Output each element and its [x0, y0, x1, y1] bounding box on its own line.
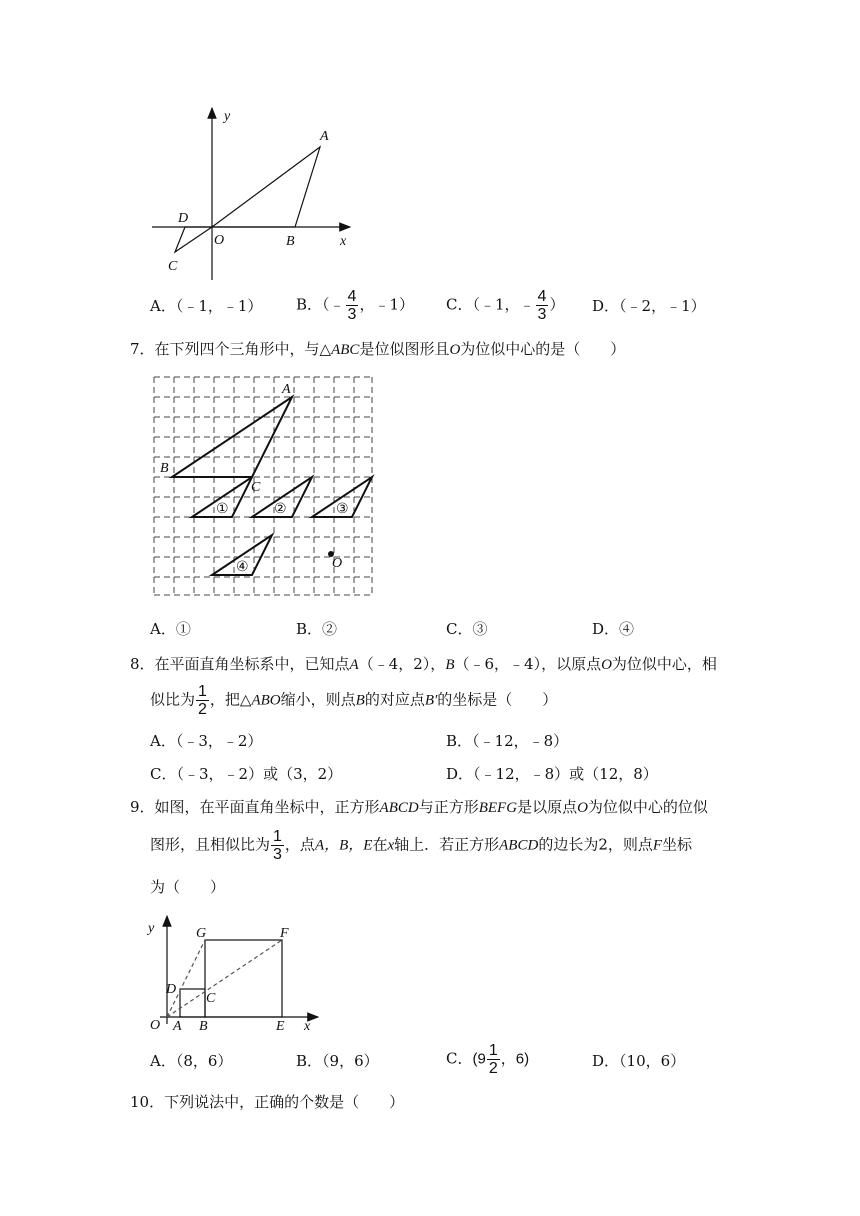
- q8-l1-b: （﹣4，2），: [358, 655, 446, 673]
- q7-label-c: C: [251, 480, 261, 495]
- q10-stem: 10．下列说法中，正确的个数是（ ）: [130, 1093, 405, 1111]
- q7-stem-mid: 是位似图形且: [359, 340, 450, 358]
- q9-l2-f: 坐标: [662, 835, 693, 854]
- q8-option-d: D．（﹣12，﹣8）或（12，8）: [446, 765, 658, 783]
- q6-figure: [140, 100, 370, 290]
- q7-stem-post: 为位似中心的是（ ）: [460, 340, 626, 358]
- q9-label-y: y: [148, 921, 155, 936]
- q9-label-o: O: [150, 1018, 161, 1033]
- q7-label-a: A: [282, 382, 291, 397]
- q9-l2-c: 在: [372, 835, 388, 854]
- q7-option-c: C．③: [446, 620, 488, 638]
- q6-option-c-fraction: [536, 288, 549, 323]
- q6-label-a: A: [320, 129, 329, 144]
- q8-l2-e: 的坐标是（ ）: [437, 690, 558, 709]
- q9-dash-of: [167, 940, 282, 1017]
- q8-ratio-num: 1: [198, 683, 207, 700]
- q7-label-t1: ①: [216, 501, 229, 517]
- q7-label-o: O: [332, 556, 343, 571]
- q7-stem-o: O: [449, 342, 461, 358]
- q6-triangle-oab: [212, 147, 320, 227]
- q8-stem-line2: [150, 683, 557, 718]
- q6-option-b: [296, 288, 414, 323]
- q9-label-e: E: [276, 1019, 285, 1034]
- q6-option-c-num: 4: [537, 288, 547, 305]
- q9-option-c-fraction: [487, 1042, 500, 1077]
- q9-option-c-close: ，6): [500, 1050, 530, 1068]
- q8-l1-d: 为位似中心，相: [611, 655, 717, 673]
- q8-l1-O: O: [601, 657, 612, 673]
- q9-stem-line3: 为（ ）: [150, 878, 226, 896]
- q7-stem: [130, 339, 625, 360]
- q9-l2-b: ，点: [284, 835, 315, 854]
- q6-label-d: D: [178, 211, 189, 226]
- q9-ratio-num: 1: [273, 828, 282, 845]
- q9-label-c: C: [206, 991, 216, 1006]
- q9-option-c-num: 1: [488, 1042, 498, 1059]
- q9-l1-BEFG: BEFG: [478, 800, 518, 816]
- q6-label-c: C: [168, 259, 178, 274]
- q9-option-a: A．（8，6）: [150, 1052, 233, 1070]
- q9-stem-line1: [130, 797, 708, 818]
- q6-option-c-post: ）: [549, 295, 565, 314]
- q9-l2-a: 图形，且相似比为: [150, 835, 271, 854]
- q8-option-b: B．（﹣12，﹣8）: [446, 732, 569, 750]
- q7-option-d: D．④: [592, 620, 635, 638]
- q6-option-b-post: ，﹣1）: [359, 295, 414, 314]
- q8-l1-B: B: [445, 657, 455, 673]
- q9-l2-e: 的边长为2，则点: [538, 835, 653, 854]
- q9-l2-F: F: [652, 837, 663, 854]
- q9-stem-line2: [150, 828, 692, 863]
- q6-label-y: y: [224, 109, 231, 124]
- q9-square-befg: [205, 940, 282, 1017]
- q6-option-b-fraction: [346, 288, 359, 323]
- q9-l1-b: 与正方形: [418, 798, 479, 816]
- q9-option-d: D．（10，6）: [592, 1052, 686, 1070]
- q7-stem-pre: 7．在下列四个三角形中，与△: [130, 340, 332, 358]
- q9-ratio-fraction: [271, 828, 284, 863]
- q6-option-b-pre: B．（﹣: [296, 295, 345, 314]
- q7-label-t3: ③: [336, 501, 349, 517]
- q9-l1-ABCD: ABCD: [379, 800, 419, 816]
- q8-l2-a: 似比为: [150, 690, 196, 709]
- q8-option-a: A．（﹣3，﹣2）: [150, 732, 263, 750]
- q9-option-c-pre: C．: [446, 1049, 473, 1068]
- q9-label-d: D: [166, 982, 177, 997]
- q6-triangle-odc: [175, 227, 212, 252]
- q8-l2-c: 缩小，则点: [280, 690, 356, 709]
- q9-label-x: x: [304, 1019, 311, 1034]
- q8-l2-b: ，把△: [209, 690, 252, 709]
- q9-l1-d: 为位似中心的位似: [587, 798, 708, 816]
- q9-option-c: [446, 1042, 529, 1077]
- q9-l2-ABCD: ABCD: [499, 837, 539, 854]
- q8-stem-line1: [130, 654, 717, 675]
- q7-option-b: B．②: [296, 620, 338, 638]
- q9-l1-O: O: [577, 800, 588, 816]
- q8-l1-A: A: [349, 657, 359, 673]
- q6-option-a: A．（﹣1，﹣1）: [150, 297, 263, 315]
- q6-label-x: x: [340, 234, 347, 249]
- q9-ratio-den: 3: [273, 846, 282, 863]
- q6-option-d: D．（﹣2，﹣1）: [592, 297, 706, 315]
- q7-grid-figure: [150, 373, 376, 599]
- q6-option-b-num: 4: [347, 288, 357, 305]
- q7-option-a: A．①: [150, 620, 191, 638]
- q9-l1-a: 9．如图，在平面直角坐标中，正方形: [130, 798, 380, 816]
- q9-option-b: B．（9，6）: [296, 1052, 379, 1070]
- q6-label-o: O: [214, 233, 225, 248]
- q7-label-t4: ④: [236, 559, 249, 575]
- q8-l2-ABO: ABO: [251, 692, 281, 709]
- q8-option-c: C．（﹣3，﹣2）或（3，2）: [150, 765, 343, 783]
- q8-l2-Bp: B′: [424, 692, 438, 709]
- q6-option-c: [446, 288, 564, 323]
- q9-label-b: B: [199, 1019, 208, 1034]
- q8-l1-a: 8．在平面直角坐标系中，已知点: [130, 655, 350, 673]
- q7-label-b: B: [160, 461, 169, 476]
- q9-figure: [142, 912, 328, 1036]
- q8-ratio-fraction: [196, 683, 209, 718]
- q8-ratio-den: 2: [198, 701, 207, 718]
- q7-label-t2: ②: [274, 501, 287, 517]
- q6-label-b: B: [286, 234, 295, 249]
- q8-l2-B: B: [355, 692, 365, 709]
- q9-l2-d: 轴上．若正方形: [394, 835, 500, 854]
- q9-option-c-open: (9: [472, 1050, 486, 1068]
- q7-stem-abc: ABC: [331, 342, 360, 358]
- q9-label-a: A: [173, 1019, 182, 1034]
- q9-square-abcd: [180, 989, 205, 1017]
- q8-l1-c: （﹣6，﹣4），以原点: [454, 655, 602, 673]
- q9-dash-og: [167, 940, 205, 1017]
- q9-option-c-den: 2: [488, 1060, 498, 1077]
- q6-option-c-den: 3: [537, 306, 547, 323]
- q9-l2-x: x: [387, 837, 395, 854]
- q9-l1-c: 是以原点: [517, 798, 578, 816]
- q6-option-b-den: 3: [347, 306, 357, 323]
- q9-label-f: F: [280, 926, 289, 941]
- q8-l2-d: 的对应点: [364, 690, 425, 709]
- q9-l2-pts: A，B，E: [314, 837, 373, 854]
- q9-label-g: G: [196, 926, 207, 941]
- q6-option-c-pre: C．（﹣1，﹣: [446, 295, 535, 314]
